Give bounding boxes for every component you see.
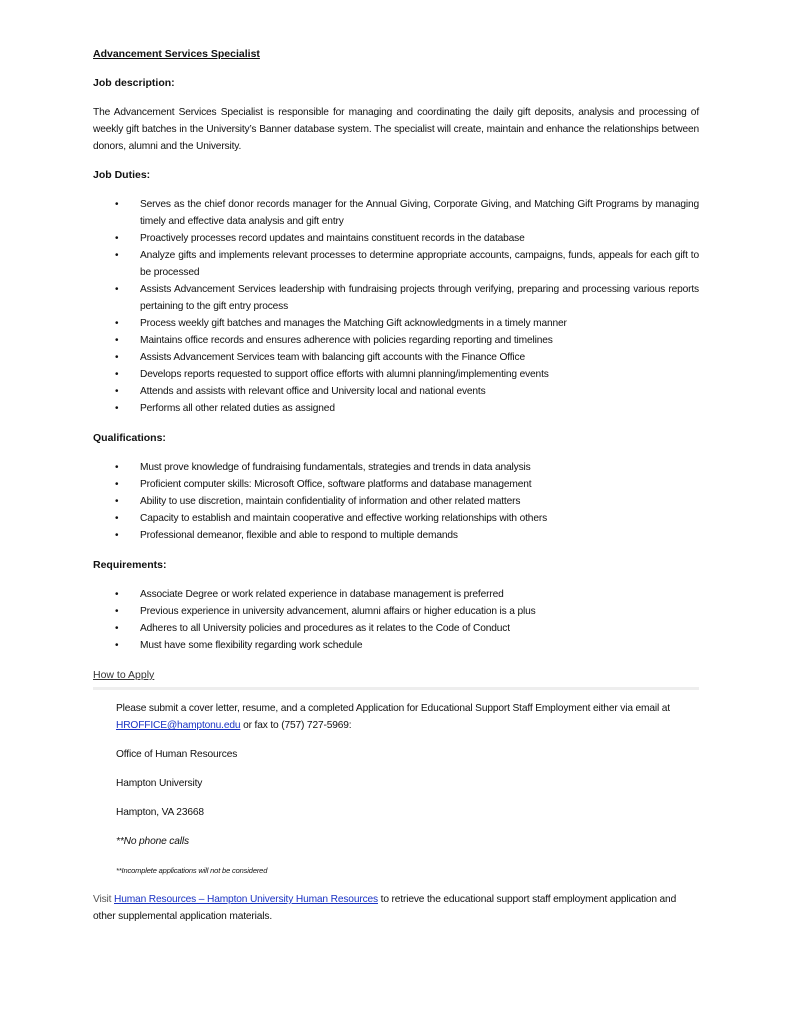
- list-item-text: Process weekly gift batches and manages the Matching Gift acknowledgments in a timely manner: [140, 318, 567, 329]
- bullet-icon: •: [115, 623, 119, 634]
- list-item: [93, 315, 699, 332]
- address-line-university: Hampton University: [116, 778, 203, 789]
- address-line-office: Office of Human Resources: [116, 749, 238, 760]
- list-item: [93, 332, 699, 349]
- bullet-icon: •: [115, 530, 119, 541]
- list-item-text: Analyze gifts and implements relevant processes to determine appropriate accounts, campaigns, funds, appeals for each gift to be processed: [140, 250, 699, 278]
- bullet-icon: •: [115, 589, 119, 600]
- list-item-text: Associate Degree or work related experience in database management is preferred: [140, 589, 504, 600]
- list-item-text: Maintains office records and ensures adherence with policies regarding reporting and timelines: [140, 335, 553, 346]
- list-item-text: Performs all other related duties as assigned: [140, 403, 335, 414]
- list-item: [93, 459, 699, 476]
- list-item: [93, 603, 699, 620]
- list-item-text: Proactively processes record updates and maintains constituent records in the database: [140, 233, 525, 244]
- address-line-city: Hampton, VA 23668: [116, 807, 204, 818]
- bullet-icon: •: [115, 479, 119, 490]
- job-duties-heading: Job Duties:: [93, 169, 151, 181]
- requirements-list: [93, 586, 699, 654]
- job-duties-list: [93, 196, 699, 417]
- list-item: [93, 637, 699, 654]
- list-item-text: Previous experience in university advancement, alumni affairs or higher education is a plus: [140, 606, 536, 617]
- list-item-text: Capacity to establish and maintain cooperative and effective working relationships with others: [140, 513, 548, 524]
- bullet-icon: •: [115, 318, 119, 329]
- list-item: [93, 230, 699, 247]
- list-item: [93, 476, 699, 493]
- how-to-apply-section: [93, 700, 699, 879]
- bullet-icon: •: [115, 496, 119, 507]
- document-title: Advancement Services Specialist: [93, 48, 260, 60]
- list-item-text: Must prove knowledge of fundraising fundamentals, strategies and trends in data analysis: [140, 462, 531, 473]
- visit-hr-paragraph: [93, 891, 699, 925]
- list-item: [93, 366, 699, 383]
- bullet-icon: •: [115, 335, 119, 346]
- list-item-text: Professional demeanor, flexible and able to respond to multiple demands: [140, 530, 458, 541]
- bullet-icon: •: [115, 284, 119, 295]
- visit-suffix: to retrieve the educational support staff employment application and other supplemental application materials.: [93, 894, 677, 922]
- list-item: [93, 383, 699, 400]
- list-item: [93, 247, 699, 281]
- list-item: [93, 493, 699, 510]
- apply-intro-text: Please submit a cover letter, resume, and a completed Application for Educational Support Staff Employment either via email at: [116, 703, 670, 714]
- list-item: [93, 281, 699, 315]
- qualifications-list: [93, 459, 699, 544]
- apply-fax-text: or fax to (757) 727-5969:: [240, 720, 352, 731]
- bullet-icon: •: [115, 233, 119, 244]
- incomplete-applications-note: **Incomplete applications will not be considered: [116, 866, 268, 875]
- hr-website-link[interactable]: Human Resources – Hampton University Human Resources: [114, 894, 378, 905]
- list-item-text: Ability to use discretion, maintain confidentiality of information and other related matters: [140, 496, 521, 507]
- list-item: [93, 586, 699, 603]
- bullet-icon: •: [115, 462, 119, 473]
- list-item-text: Attends and assists with relevant office and University local and national events: [140, 386, 486, 397]
- list-item: [93, 349, 699, 366]
- list-item-text: Assists Advancement Services leadership with fundraising projects through verifying, preparing and processing various reports pertaining to the gift entry process: [140, 284, 699, 312]
- job-description-text: The Advancement Services Specialist is responsible for managing and coordinating the daily gift deposits, analysis and processing of weekly gift batches in the University’s Banner database system. The specialist will create, maintain and enhance the relationships between donors, alumni and the University.: [93, 107, 699, 152]
- list-item: [93, 510, 699, 527]
- list-item: [93, 196, 699, 230]
- bullet-icon: •: [115, 640, 119, 651]
- list-item-text: Assists Advancement Services team with balancing gift accounts with the Finance Office: [140, 352, 525, 363]
- list-item-text: Develops reports requested to support office efforts with alumni planning/implementing events: [140, 369, 549, 380]
- list-item: [93, 527, 699, 544]
- list-item-text: Must have some flexibility regarding work schedule: [140, 640, 363, 651]
- no-phone-calls-note: **No phone calls: [116, 836, 189, 847]
- apply-instructions: [116, 700, 699, 734]
- list-item-text: Adheres to all University policies and procedures as it relates to the Code of Conduct: [140, 623, 510, 634]
- bullet-icon: •: [115, 352, 119, 363]
- list-item-text: Serves as the chief donor records manager for the Annual Giving, Corporate Giving, and Matching Gift Programs by managing timely and effective data analysis and gift entry: [140, 199, 699, 227]
- job-description-heading: Job description:: [93, 77, 175, 89]
- list-item-text: Proficient computer skills: Microsoft Office, software platforms and database management: [140, 479, 532, 490]
- bullet-icon: •: [115, 403, 119, 414]
- list-item: [93, 400, 699, 417]
- bullet-icon: •: [115, 513, 119, 524]
- requirements-heading: Requirements:: [93, 559, 167, 571]
- list-item: [93, 620, 699, 637]
- qualifications-heading: Qualifications:: [93, 432, 166, 444]
- job-posting-document: [93, 46, 699, 935]
- bullet-icon: •: [115, 369, 119, 380]
- bullet-icon: •: [115, 199, 119, 210]
- bullet-icon: •: [115, 386, 119, 397]
- how-to-apply-heading: How to Apply: [93, 667, 699, 690]
- bullet-icon: •: [115, 250, 119, 261]
- hr-email-link[interactable]: HROFFICE@hamptonu.edu: [116, 720, 241, 731]
- bullet-icon: •: [115, 606, 119, 617]
- visit-prefix: Visit: [93, 894, 114, 905]
